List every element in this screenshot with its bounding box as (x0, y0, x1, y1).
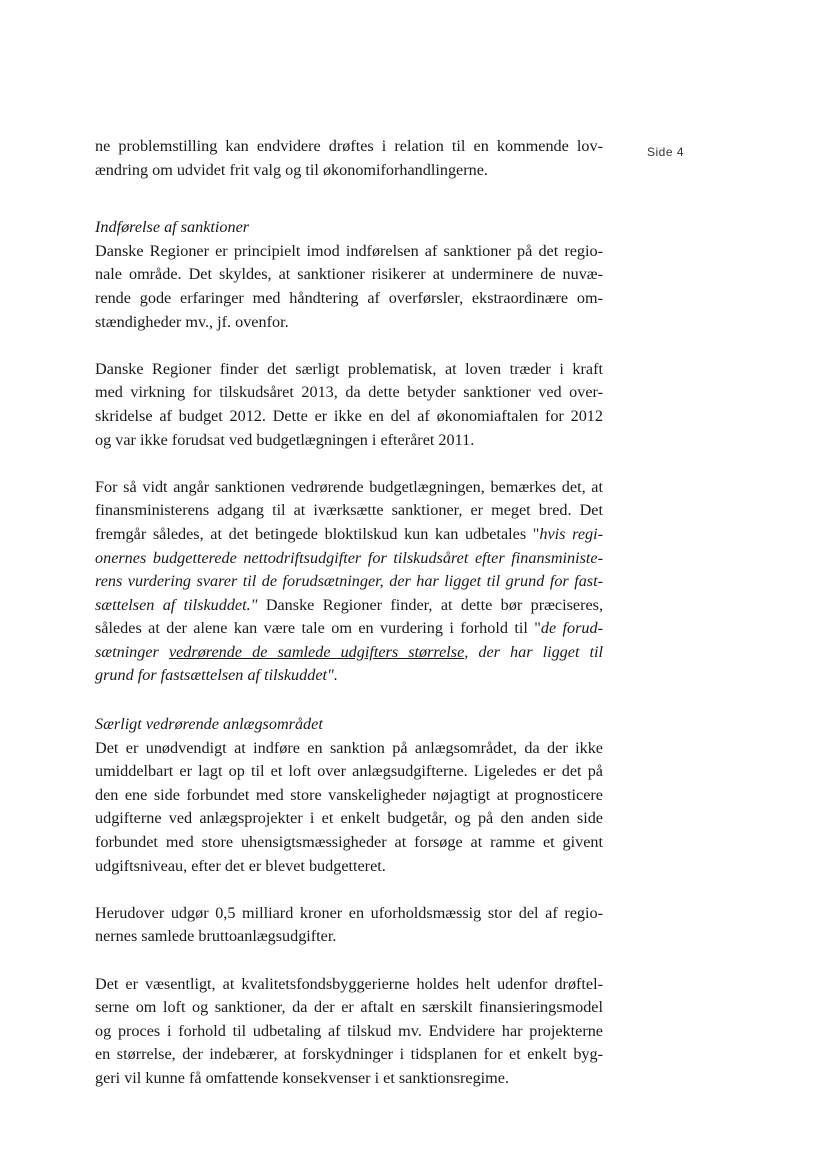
text-segment: således at der alene kan være tale om en vurdering i forhold til " (95, 619, 541, 638)
text-line: og proces i forhold til udbetaling af tilskud mv. Endvidere har projekterne (95, 1021, 603, 1040)
text-line: Det er væsentligt, at kvalitetsfondsbyggerierne holdes helt udenfor drøftel- (95, 974, 603, 993)
underlined-quote-segment: vedrørende de samlede udgifters størrelse (168, 642, 465, 661)
text-line: stændigheder mv., jf. ovenfor. (95, 312, 289, 331)
page-number: Side 4 (647, 145, 685, 159)
quote-segment: sætninger (95, 642, 169, 661)
text-line: Herudover udgør 0,5 milliard kroner en uforholdsmæssig stor del af regio- (95, 903, 603, 922)
text-line: nernes samlede bruttoanlægsudgifter. (95, 927, 337, 946)
text-line: Danske Regioner finder det særligt problematisk, at loven træder i kraft (95, 359, 603, 378)
text-line: udgifterne ved anlægsprojekter i et enkelt budgetår, og på den anden side (95, 809, 603, 828)
quote-line: onernes budgetterede nettodriftsudgifter for tilskudsåret efter finansministe- (95, 548, 603, 567)
text-line: den ene side forbundet med store vanskeligheder nøjagtigt at prognosticere (95, 785, 603, 804)
quote-segment: de forud- (540, 619, 603, 638)
quote-segment: hvis regi- (539, 524, 603, 543)
quote-line (95, 641, 603, 665)
text-line: skridelse af budget 2012. Dette er ikke en del af økonomiaftalen for 2012 (95, 406, 603, 425)
text-line: geri vil kunne få omfattende konsekvenser i et sanktionsregime. (95, 1068, 510, 1087)
paragraph-continuation (95, 135, 603, 182)
quote-line: rens vurdering svarer til de forudsætninger, der har ligget til grund for fast- (95, 572, 603, 591)
paragraph (95, 902, 603, 949)
text-segment: fremgår således, at det betingede bloktilskud kun kan udbetales " (95, 524, 540, 543)
text-line (95, 523, 603, 547)
text-segment: Danske Regioner finder, at dette bør præciseres, (257, 595, 603, 614)
text-line: en størrelse, der indebærer, at forskydninger i tidsplanen for et enkelt byg- (95, 1045, 603, 1064)
section-heading-anlaeg: Særligt vedrørende anlægsområdet (95, 715, 323, 734)
quote-segment: sættelsen af tilskuddet." (95, 595, 258, 614)
paragraph (95, 240, 603, 334)
text-line: udgiftsniveau, efter det er blevet budgetteret. (95, 856, 386, 875)
text-line: forbundet med store uhensigtsmæssigheder at forsøge at ramme et givent (95, 833, 603, 852)
text-line: ændring om udvidet frit valg og til økonomiforhandlingerne. (95, 160, 488, 179)
text-line: serne om loft og sanktioner, da der er aftalt en særskilt finansieringsmodel (95, 998, 603, 1017)
paragraph-budget-sanction (95, 476, 603, 688)
text-line: rende gode erfaringer med håndtering af overførsler, ekstraordinære om- (95, 288, 603, 307)
quote-line: grund for fastsættelsen af tilskuddet". (95, 666, 338, 685)
text-line: ne problemstilling kan endvidere drøftes i relation til en kommende lov- (95, 137, 603, 155)
quote-segment: , der har ligget til (464, 642, 604, 661)
text-line: nale område. Det skyldes, at sanktioner risikerer at underminere de nuvæ- (95, 265, 603, 284)
text-line: umiddelbart er lagt op til et loft over anlægsudgifterne. Ligeledes er det på (95, 762, 603, 781)
text-line: For så vidt angår sanktionen vedrørende budgetlægningen, bemærkes det, at (95, 477, 603, 496)
section-heading-sanktioner: Indførelse af sanktioner (95, 218, 250, 237)
paragraph (95, 737, 603, 879)
text-line (95, 594, 603, 618)
document-body (95, 135, 603, 1091)
text-line: og var ikke forudsat ved budgetlægningen i efteråret 2011. (95, 430, 475, 449)
text-line: finansministerens adgang til at iværksætte sanktioner, er meget bred. Det (95, 501, 603, 520)
text-line: med virkning for tilskudsåret 2013, da dette betyder sanktioner ved over- (95, 383, 603, 402)
paragraph (95, 358, 603, 452)
paragraph (95, 973, 603, 1091)
text-line: Danske Regioner er principielt imod indførelsen af sanktioner på det regio- (95, 241, 603, 260)
text-line (95, 617, 603, 641)
text-line: Det er unødvendigt at indføre en sanktion på anlægsområdet, da der ikke (95, 738, 603, 757)
